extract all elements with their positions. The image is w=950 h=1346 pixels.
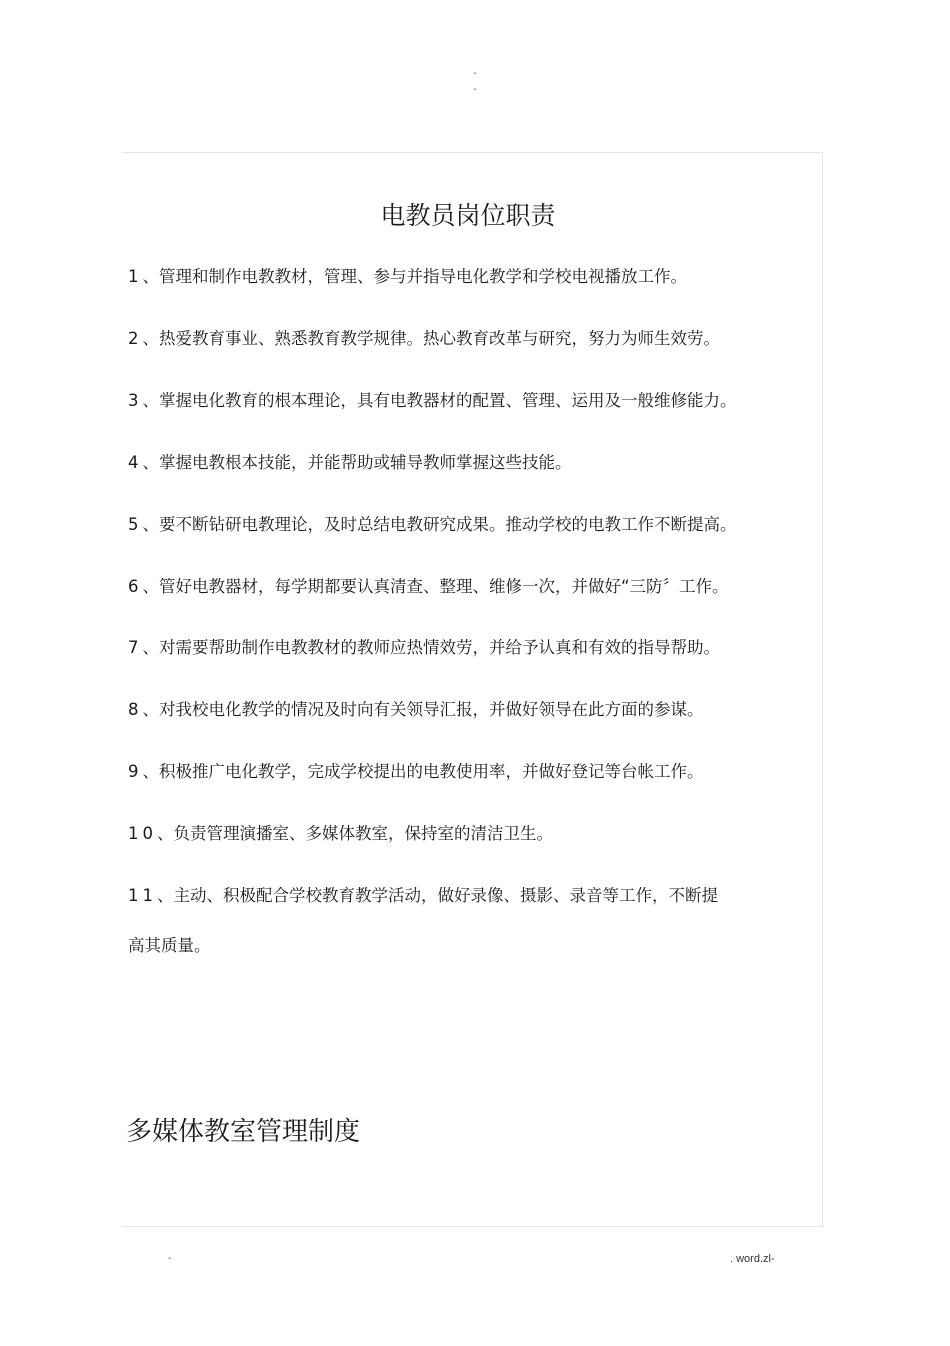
duty-item-7	[128, 636, 818, 660]
duty-number: 2	[128, 329, 143, 348]
duty-text: 、要不断钻研电教理论，及时总结电教研究成果。推动学校的电教工作不断提高。	[142, 515, 737, 534]
footer-left-mark: -	[168, 1253, 172, 1264]
duty-number: 10	[128, 824, 157, 843]
duty-number: 3	[128, 391, 143, 410]
duty-text: 、热爱教育事业、熟悉教育教学规律。热心教育改革与研究，努力为师生效劳。	[142, 329, 720, 348]
duty-item-4	[128, 451, 818, 475]
duty-text: 、对我校电化教学的情况及时向有关领导汇报，并做好领导在此方面的参谋。	[142, 700, 704, 719]
duty-item-3	[128, 389, 818, 413]
duty-text: 、对需要帮助制作电教教材的教师应热情效劳，并给予认真和有效的指导帮助。	[142, 638, 720, 657]
duty-number: 4	[128, 453, 143, 472]
duty-text: 、负责管理演播室、多媒体教室，保持室的清洁卫生。	[157, 824, 553, 843]
section-title: 多媒体教室管理制度	[126, 1117, 361, 1147]
duty-number: 9	[128, 762, 143, 781]
header-mark-top: -	[473, 68, 477, 79]
duty-number: 1	[128, 267, 143, 286]
duty-item-9	[128, 760, 818, 784]
duty-item-6	[128, 575, 818, 599]
duty-number: 7	[128, 638, 143, 657]
duty-text: 、掌握电化教育的根本理论，具有电教器材的配置、管理、运用及一般维修能力。	[142, 391, 737, 410]
duty-item-10	[128, 822, 818, 846]
header-mark-bottom: -	[473, 84, 477, 95]
duty-number: 8	[128, 700, 143, 719]
document-title: 电教员岗位职责	[380, 201, 556, 230]
duty-item-11	[128, 884, 818, 908]
footer-source: . word.zl-	[730, 1253, 775, 1265]
duty-text: 、掌握电教根本技能，并能帮助或辅导教师掌握这些技能。	[142, 453, 572, 472]
duty-text: 、管好电教器材，每学期都要认真清查、整理、维修一次，并做好“三防〞工作。	[142, 577, 729, 596]
page-frame	[122, 152, 823, 1227]
duty-continuation: 高其质量。	[128, 936, 211, 955]
duty-number: 11	[128, 886, 157, 905]
duty-item-8	[128, 698, 818, 722]
duty-item-5	[128, 513, 818, 537]
duty-item-1	[128, 265, 818, 289]
duty-number: 6	[128, 577, 143, 596]
duty-text: 、管理和制作电教教材，管理、参与并指导电化教学和学校电视播放工作。	[142, 267, 687, 286]
duty-number: 5	[128, 515, 143, 534]
duty-text: 、主动、积极配合学校教育教学活动，做好录像、摄影、录音等工作，不断提	[157, 886, 718, 905]
duty-text: 、积极推广电化教学，完成学校提出的电教使用率，并做好登记等台帐工作。	[142, 762, 704, 781]
duty-item-2	[128, 327, 818, 351]
